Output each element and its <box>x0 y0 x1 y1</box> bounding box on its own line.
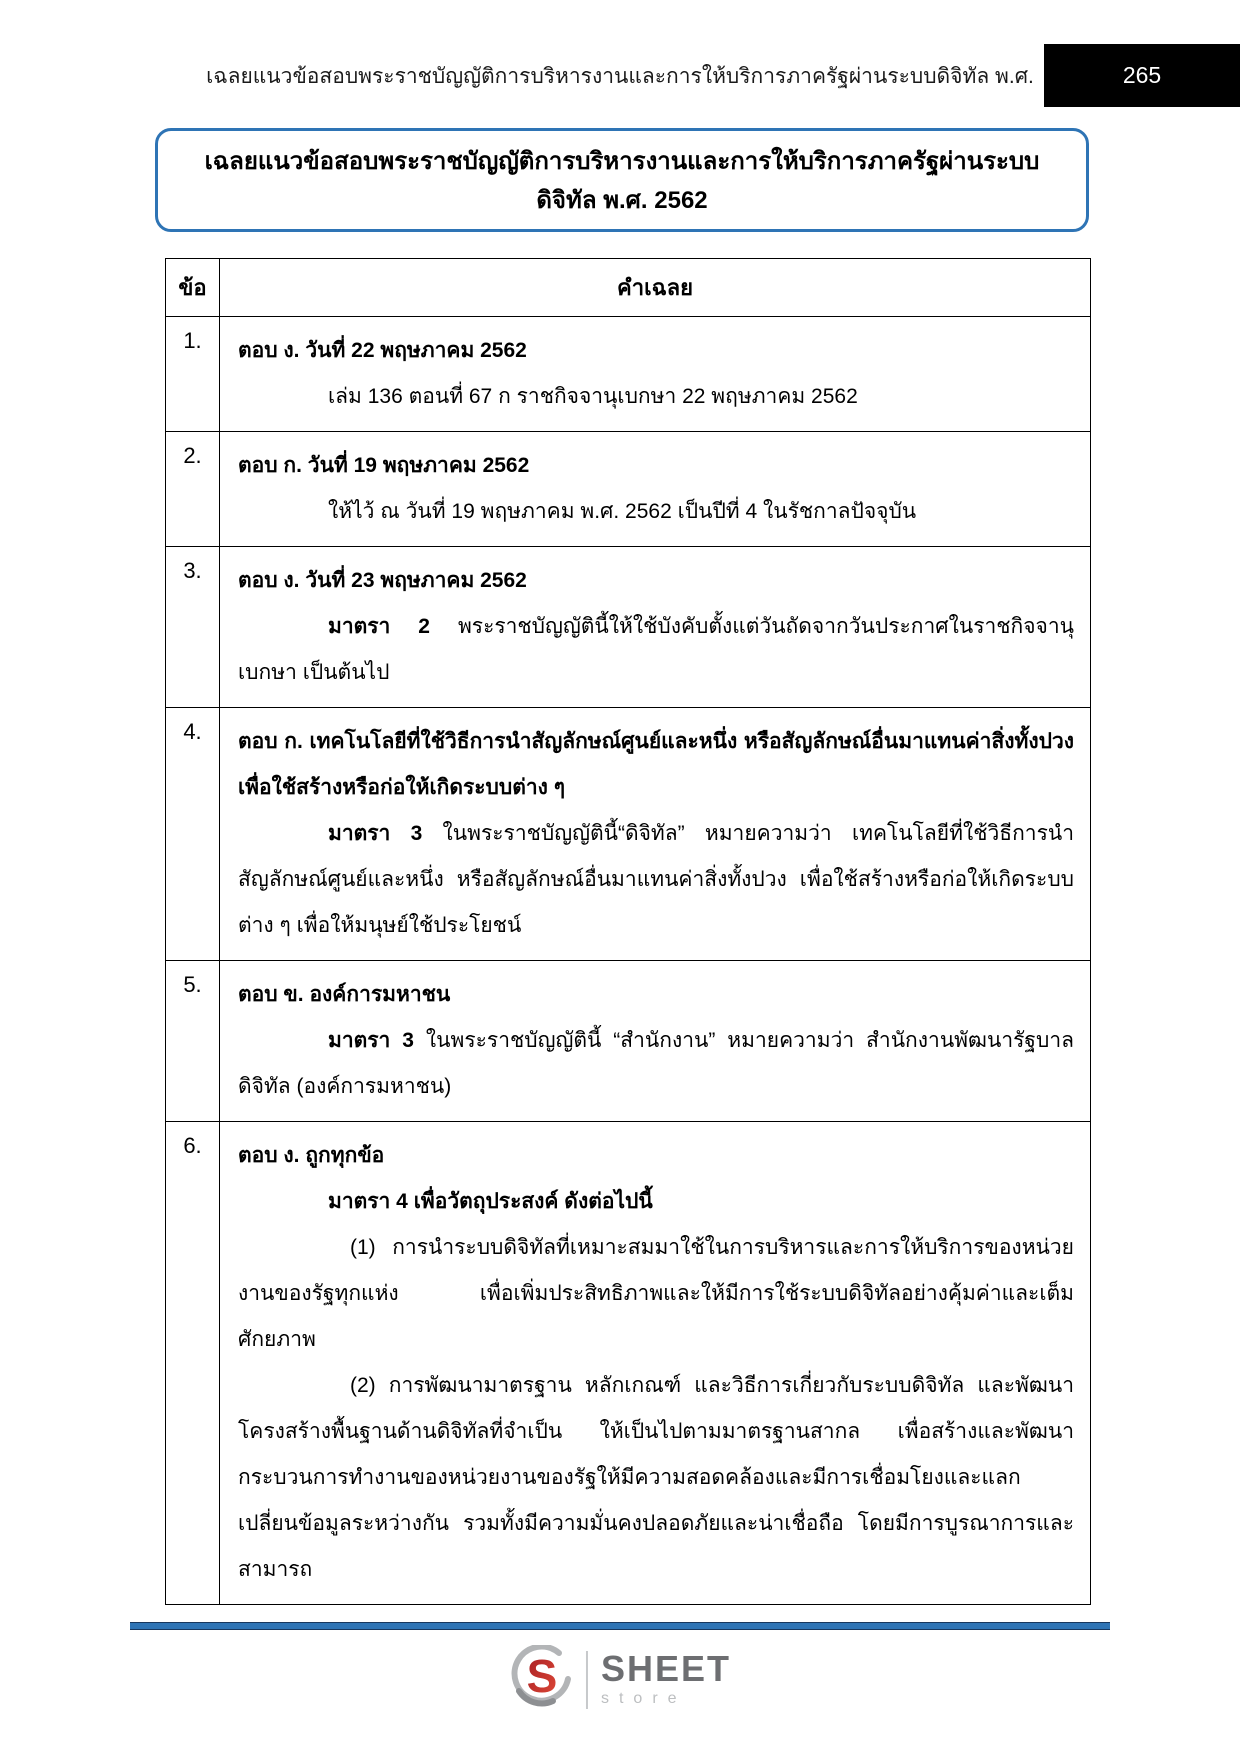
answer-cell <box>220 1122 1091 1605</box>
table-row <box>166 1122 1091 1605</box>
answer-line: ตอบ ง. วันที่ 23 พฤษภาคม 2562 <box>238 569 527 592</box>
question-number: 5. <box>166 961 220 1122</box>
page-number-badge <box>1044 44 1240 107</box>
question-number: 3. <box>166 547 220 708</box>
question-number: 4. <box>166 708 220 961</box>
answer-detail <box>238 1018 1074 1110</box>
table-row <box>166 547 1091 708</box>
logo-text <box>600 1647 732 1708</box>
answer-item: (2) การพัฒนามาตรฐาน หลักเกณฑ์ และวิธีการเกี่ยวกับระบบดิจิทัล และพัฒนาโครงสร้างพื้นฐานด้านดิจิทัลที่จำเป็น ให้เป็นไปตามมาตรฐานสากล เพื่อสร้างและพัฒนากระบวนการทำงานของหน่วยงานของรัฐให้มีความสอดคล้องและมีการเชื่อมโยงและแลกเปลี่ยนข้อมูลระหว่างกัน รวมทั้งมีความมั่นคงปลอดภัยและน่าเชื่อถือ โดยมีการบูรณาการและสามารถ <box>238 1374 1074 1581</box>
answer-detail <box>238 811 1074 949</box>
sheet-store-logo <box>509 1645 731 1714</box>
answer-cell <box>220 432 1091 547</box>
answer-cell <box>220 708 1091 961</box>
answer-subheading: มาตรา 4 เพื่อวัตถุประสงค์ ดังต่อไปนี้ <box>328 1190 653 1213</box>
answer-line: ตอบ ก. วันที่ 19 พฤษภาคม 2562 <box>238 454 530 477</box>
answer-detail: เล่ม 136 ตอนที่ 67 ก ราชกิจจานุเบกษา 22 พฤษภาคม 2562 <box>328 385 858 408</box>
page-title: เฉลยแนวข้อสอบพระราชบัญญัติการบริหารงานและการให้บริการภาครัฐผ่านระบบดิจิทัล พ.ศ. 2562 <box>204 148 1040 214</box>
section-text: ในพระราชบัญญัตินี้ “สำนักงาน” หมายความว่า สำนักงานพัฒนารัฐบาลดิจิทัล (องค์การมหาชน) <box>238 1029 1074 1098</box>
table-header <box>166 259 1091 317</box>
title-box <box>155 128 1089 232</box>
logo-divider <box>586 1651 588 1709</box>
section-ref: มาตรา 3 <box>328 1029 414 1052</box>
table-header-row <box>166 259 1091 317</box>
answer-line: ตอบ ข. องค์การมหาชน <box>238 983 451 1006</box>
col-header-no: ข้อ <box>166 259 220 317</box>
section-text: พระราชบัญญัตินี้ให้ใช้บังคับตั้งแต่วันถัดจากวันประกาศในราชกิจจานุเบกษา เป็นต้นไป <box>238 615 1074 684</box>
footer-divider <box>130 1622 1110 1630</box>
page-number: 265 <box>1122 62 1162 88</box>
section-text: ในพระราชบัญญัตินี้“ดิจิทัล” หมายความว่า เทคโนโลยีที่ใช้วิธีการนำสัญลักษณ์ศูนย์และหนึ่ง หรือสัญลักษณ์อื่นมาแทนค่าสิ่งทั้งปวง เพื่อใช้สร้างหรือก่อให้เกิดระบบต่าง ๆ เพื่อให้มนุษย์ใช้ประโยชน์ <box>238 822 1075 937</box>
section-ref: มาตรา 3 <box>328 822 423 845</box>
answer-item: (1) การนำระบบดิจิทัลที่เหมาะสมมาใช้ในการบริหารและการให้บริการของหน่วยงานของรัฐทุกแห่ง เพื่อเพิ่มประสิทธิภาพและให้มีการใช้ระบบดิจิทัลอย่างคุ้มค่าและเต็มศักยภาพ <box>238 1236 1074 1351</box>
logo-sub-text: store <box>600 1689 687 1707</box>
table-row <box>166 708 1091 961</box>
section-ref: มาตรา 2 <box>328 615 430 638</box>
question-number: 6. <box>166 1122 220 1605</box>
answer-line: ตอบ ก. เทคโนโลยีที่ใช้วิธีการนำสัญลักษณ์ศูนย์และหนึ่ง หรือสัญลักษณ์อื่นมาแทนค่าสิ่งทั้งปวง เพื่อใช้สร้างหรือก่อให้เกิดระบบต่าง ๆ <box>238 730 1074 799</box>
answer-cell <box>220 547 1091 708</box>
answer-detail: ให้ไว้ ณ วันที่ 19 พฤษภาคม พ.ศ. 2562 เป็นปีที่ 4 ในรัชกาลปัจจุบัน <box>328 500 917 523</box>
logo-letter: S <box>526 1650 558 1702</box>
logo-s-icon <box>509 1645 573 1714</box>
answer-table <box>165 258 1091 1605</box>
col-header-answer: คำเฉลย <box>220 259 1091 317</box>
table-row <box>166 961 1091 1122</box>
answer-cell <box>220 317 1091 432</box>
answer-detail <box>238 604 1074 696</box>
table-row <box>166 317 1091 432</box>
question-number: 2. <box>166 432 220 547</box>
running-header <box>65 60 1175 93</box>
answer-line: ตอบ ง. วันที่ 22 พฤษภาคม 2562 <box>238 339 527 362</box>
answer-cell <box>220 961 1091 1122</box>
table-row <box>166 432 1091 547</box>
running-header-text: เฉลยแนวข้อสอบพระราชบัญญัติการบริหารงานและการให้บริการภาครัฐผ่านระบบดิจิทัล พ.ศ. <box>206 65 1034 88</box>
answer-line: ตอบ ง. ถูกทุกข้อ <box>238 1144 385 1167</box>
logo-brand-text: SHEET <box>600 1647 732 1689</box>
question-number: 1. <box>166 317 220 432</box>
